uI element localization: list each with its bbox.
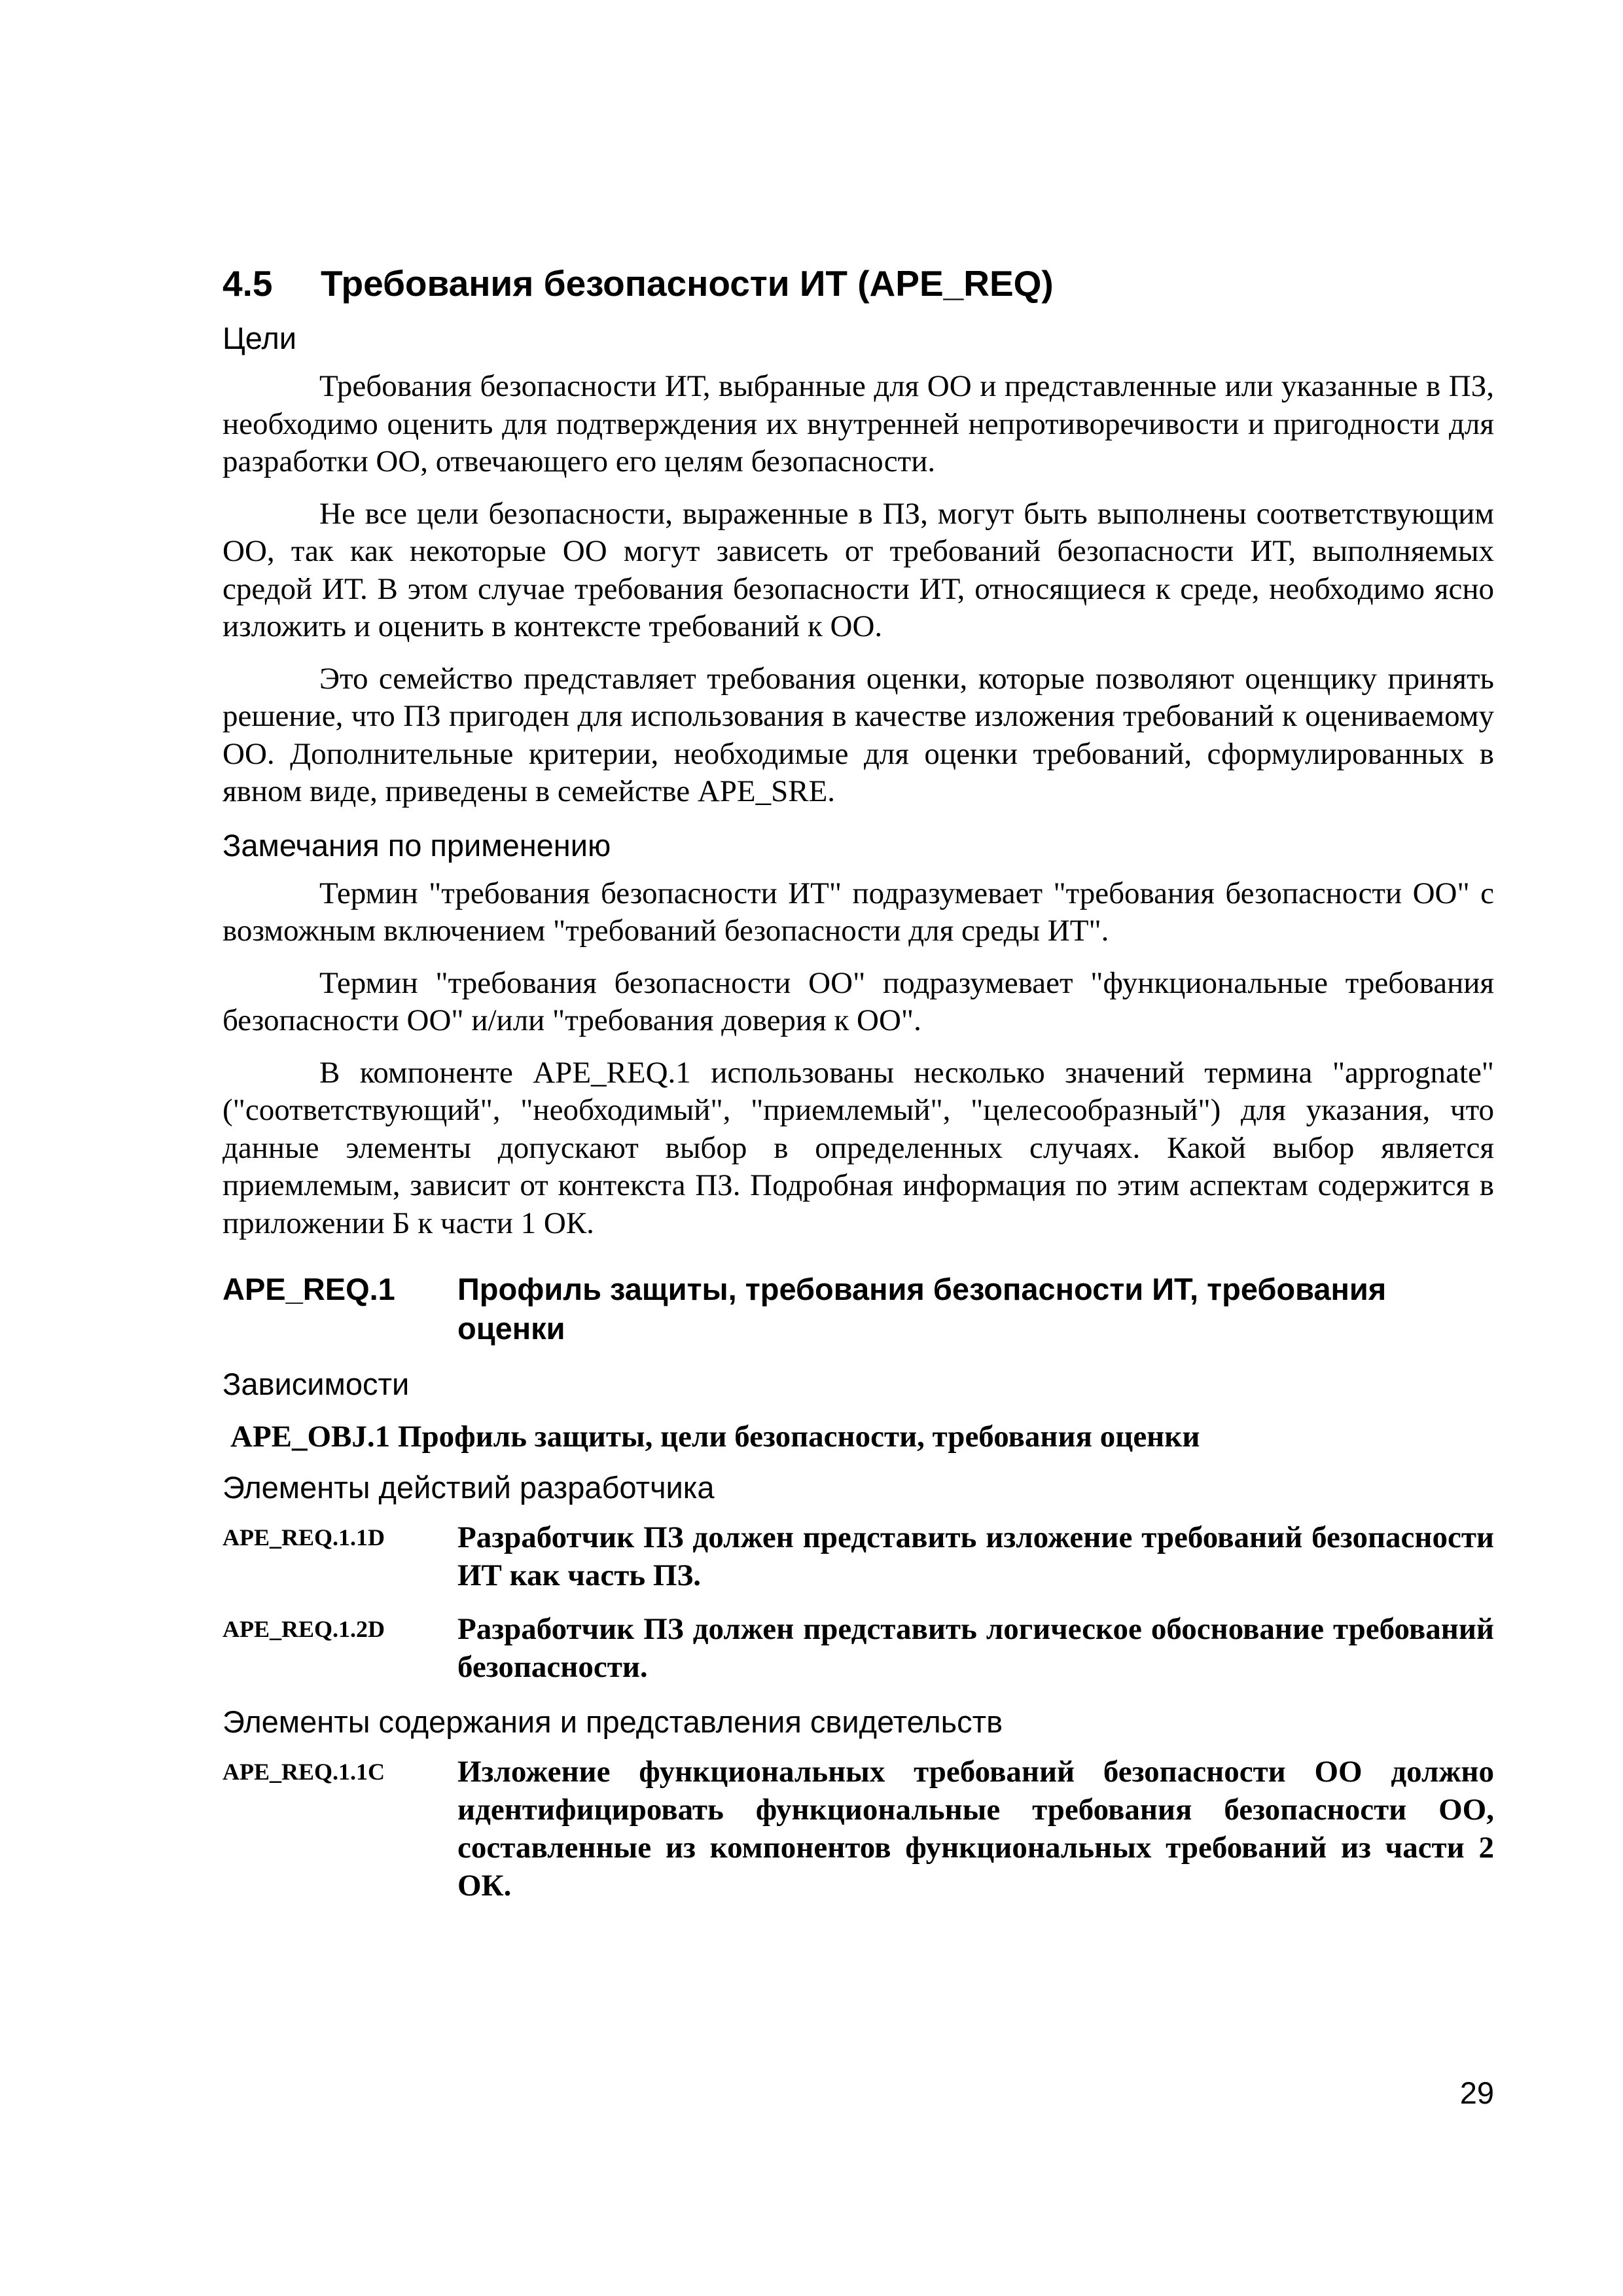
notes-paragraph: Термин "требования безопасности ИТ" подразумевает "требования безопасности ОО" с возможным включением "требований безопасности для среды ИТ". — [223, 876, 1494, 948]
section-title-text: Требования безопасности ИТ (APE_REQ) — [321, 263, 1054, 304]
content-elements-heading: Элементы содержания и представления свидетельств — [223, 1704, 1003, 1739]
goals-paragraph: Требования безопасности ИТ, выбранные для ОО и представленные или указанные в ПЗ, необходимо оценить для подтверждения их внутренней непротиворечивости и пригодности для разработки ОО, отвечающего его целям безопасности. — [223, 369, 1494, 478]
element-text: Разработчик ПЗ должен представить изложение требований безопасности ИТ как часть ПЗ. — [457, 1520, 1494, 1592]
developer-element — [223, 1518, 1494, 1594]
notes-paragraph: В компоненте APE_REQ.1 использованы несколько значений термина "apprognate" ("соответствующий", "необходимый", "приемлемый", "целесообразный") для указания, что данные элементы допускают выбор в определенных случаях. Какой выбор является приемлемым, зависит от контекста ПЗ. Подробная информация по этим аспектам содержится в приложении Б к части 1 ОК. — [223, 1055, 1494, 1240]
element-id: APE_REQ.1.1D — [223, 1524, 385, 1551]
component-id: APE_REQ.1 — [223, 1272, 395, 1306]
content-element — [223, 1753, 1494, 1905]
dependencies-heading: Зависимости — [223, 1367, 410, 1401]
document-page — [223, 260, 1494, 1920]
goals-paragraph: Это семейство представляет требования оценки, которые позволяют оценщику принять решение, что ПЗ пригоден для использования в качестве изложения требований к оцениваемому ОО. Дополнительные критерии, необходимые для оценки требований, сформулированных в явном виде, приведены в семействе APE_SRE. — [223, 661, 1494, 808]
element-id: APE_REQ.1.2D — [223, 1616, 385, 1642]
notes-paragraph: Термин "требования безопасности ОО" подразумевает "функциональные требования безопасности ОО" и/или "требования доверия к ОО". — [223, 965, 1494, 1037]
element-id: APE_REQ.1.1C — [223, 1759, 385, 1785]
notes-heading: Замечания по применению — [223, 827, 611, 863]
page-number: 29 — [1459, 2075, 1494, 2110]
section-number: 4.5 — [223, 263, 273, 304]
element-text: Разработчик ПЗ должен представить логическое обоснование требований безопасности. — [457, 1612, 1494, 1684]
developer-elements-heading: Элементы действий разработчика — [223, 1470, 715, 1505]
dependencies-text: APE_OBJ.1 Профиль защиты, цели безопасности, требования оценки — [230, 1420, 1200, 1454]
goals-heading: Цели — [223, 321, 297, 355]
component-title: Профиль защиты, требования безопасности ИТ, требования оценки — [457, 1272, 1387, 1346]
element-text: Изложение функциональных требований безопасности ОО должно идентифицировать функциональные требования безопасности ОО, составленные из компонентов функциональных требований из части 2 ОК. — [457, 1755, 1494, 1903]
section-title — [223, 260, 1494, 306]
goals-paragraph: Не все цели безопасности, выраженные в ПЗ, могут быть выполнены соответствующим ОО, так как некоторые ОО могут зависеть от требований безопасности ИТ, выполняемых средой ИТ. В этом случае требования безопасности ИТ, относящиеся к среде, необходимо ясно изложить и оценить в контексте требований к ОО. — [223, 496, 1494, 643]
component-heading — [223, 1270, 1494, 1348]
developer-element — [223, 1610, 1494, 1686]
